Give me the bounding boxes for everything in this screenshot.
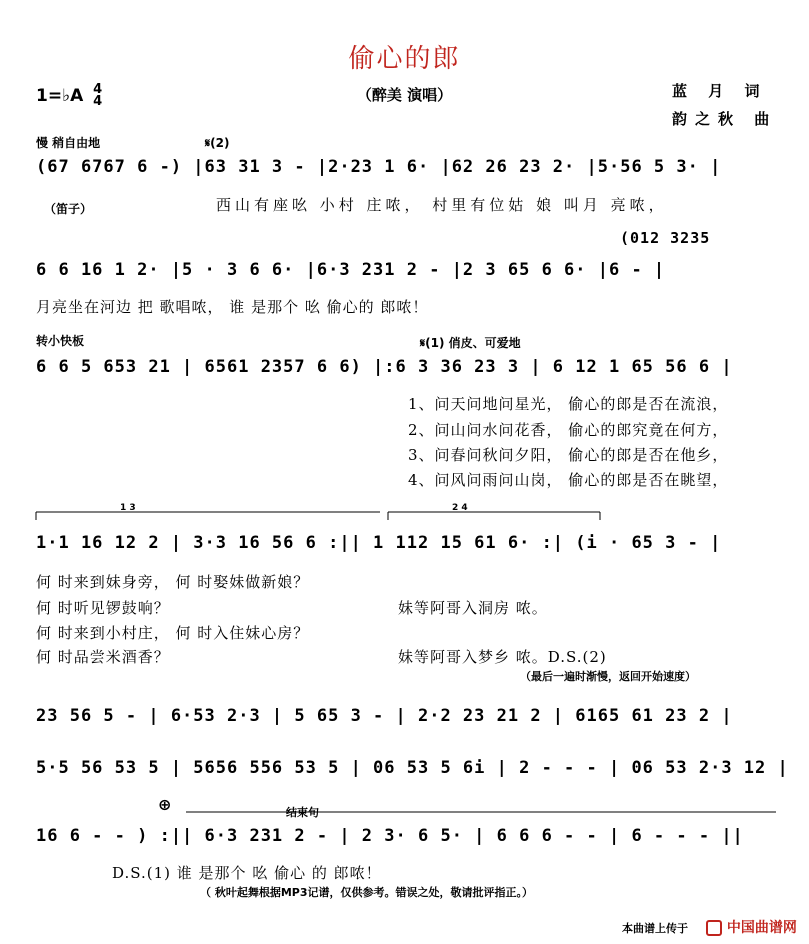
lyrics-4a: 何 时来到妹身旁， 何 时娶妹做新娘？ — [36, 573, 310, 591]
ending-label: 结束句 — [286, 806, 319, 819]
tempo-marking: 慢 稍自由地 — [36, 136, 101, 150]
lyrics-4b: 何 时听见锣鼓响？ — [36, 599, 170, 617]
notation-line-1: (67 6767 6 -) |63 31 3 - |2·23 1 6· |62 26 23 2· |5·56 5 3· | — [36, 157, 722, 177]
notation-line-3: 6 6 5 653 21 | 6561 2357 6 6) |:6 3 36 23 3 | 6 12 1 65 56 6 | — [36, 357, 733, 377]
lyrics-line-2: 月亮坐在河边 把 歌唱哝， 谁 是那个 吆 偷心的 郎哝！ — [36, 298, 429, 316]
tempo-change: 转小快板 — [36, 334, 85, 348]
coda-intro: (012 3235 — [620, 229, 711, 247]
page-title: 偷心的郎 — [348, 44, 461, 74]
volta-2-label: 2 4 — [452, 503, 468, 513]
last-time-note: （最后一遍时渐慢，返回开始速度） — [520, 670, 696, 683]
verse-2: 2、问山问水问花香， 偷心的郎究竟在何方， — [408, 421, 729, 439]
composer: 韵之秋 曲 — [672, 110, 778, 128]
notation-line-4: 1·1 16 12 2 | 3·3 16 56 6 :|| 1 112 15 61 6· :| (i · 65 3 - | — [36, 533, 722, 553]
segno-1: 𝄋(1) 俏皮、可爱地 — [420, 336, 521, 350]
upload-label: 本曲谱上传于 — [622, 922, 688, 935]
notation-line-2: 6 6 16 1 2· |5 · 3 6 6· |6·3 231 2 - |2 3 65 6 6· |6 - | — [36, 260, 666, 280]
volta-1-label: 1 3 — [120, 503, 136, 513]
verse-4: 4、问风问雨问山岗， 偷心的郎是否在眺望， — [408, 471, 729, 489]
lyrics-line-7: D.S.(1) 谁 是那个 吆 偷心 的 郎哝！ — [112, 864, 382, 882]
lyricist: 蓝 月 词 — [672, 82, 768, 100]
time-signature: 4 4 — [93, 82, 103, 109]
verse-1: 1、问天问地问星光， 偷心的郎是否在流浪， — [408, 395, 729, 413]
site-logo-text: 中国曲谱网 — [726, 920, 797, 936]
footnote: （ 秋叶起舞根据MP3记谱，仅供参考。错误之处，敬请批评指正。） — [200, 886, 533, 899]
notation-line-6: 5·5 56 53 5 | 5656 556 53 5 | 06 53 5 6i | 2 - - - | 06 53 2·3 12 | — [36, 758, 789, 778]
notation-line-7: 16 6 - - ) :|| 6·3 231 2 - | 2 3· 6 5· | 6 6 6 - - | 6 - - - || — [36, 826, 744, 846]
lyrics-line-1: 西山有座吆 小村 庄哝， 村里有位姑 娘 叫月 亮哝， — [216, 196, 668, 214]
lyrics-4-right-b: 妹等阿哥入梦乡 哝。D.S.(2) — [398, 648, 607, 666]
key-label: 1=♭A — [36, 86, 84, 106]
lyrics-4d: 何 时品尝米酒香？ — [36, 648, 170, 666]
lyrics-4c: 何 时来到小村庄， 何 时入住妹心房？ — [36, 624, 310, 642]
verse-3: 3、问春问秋问夕阳， 偷心的郎是否在他乡， — [408, 446, 729, 464]
singer: （醉美 演唱） — [356, 86, 453, 104]
coda-icon: ⊕ — [158, 795, 172, 814]
instrument-label: （笛子） — [44, 202, 93, 216]
lyrics-4-right-a: 妹等阿哥入洞房 哝。 — [398, 599, 548, 617]
notation-line-5: 23 56 5 - | 6·53 2·3 | 5 65 3 - | 2·2 23 21 2 | 6165 61 23 2 | — [36, 706, 733, 726]
segno-2: 𝄋(2) — [205, 136, 230, 150]
